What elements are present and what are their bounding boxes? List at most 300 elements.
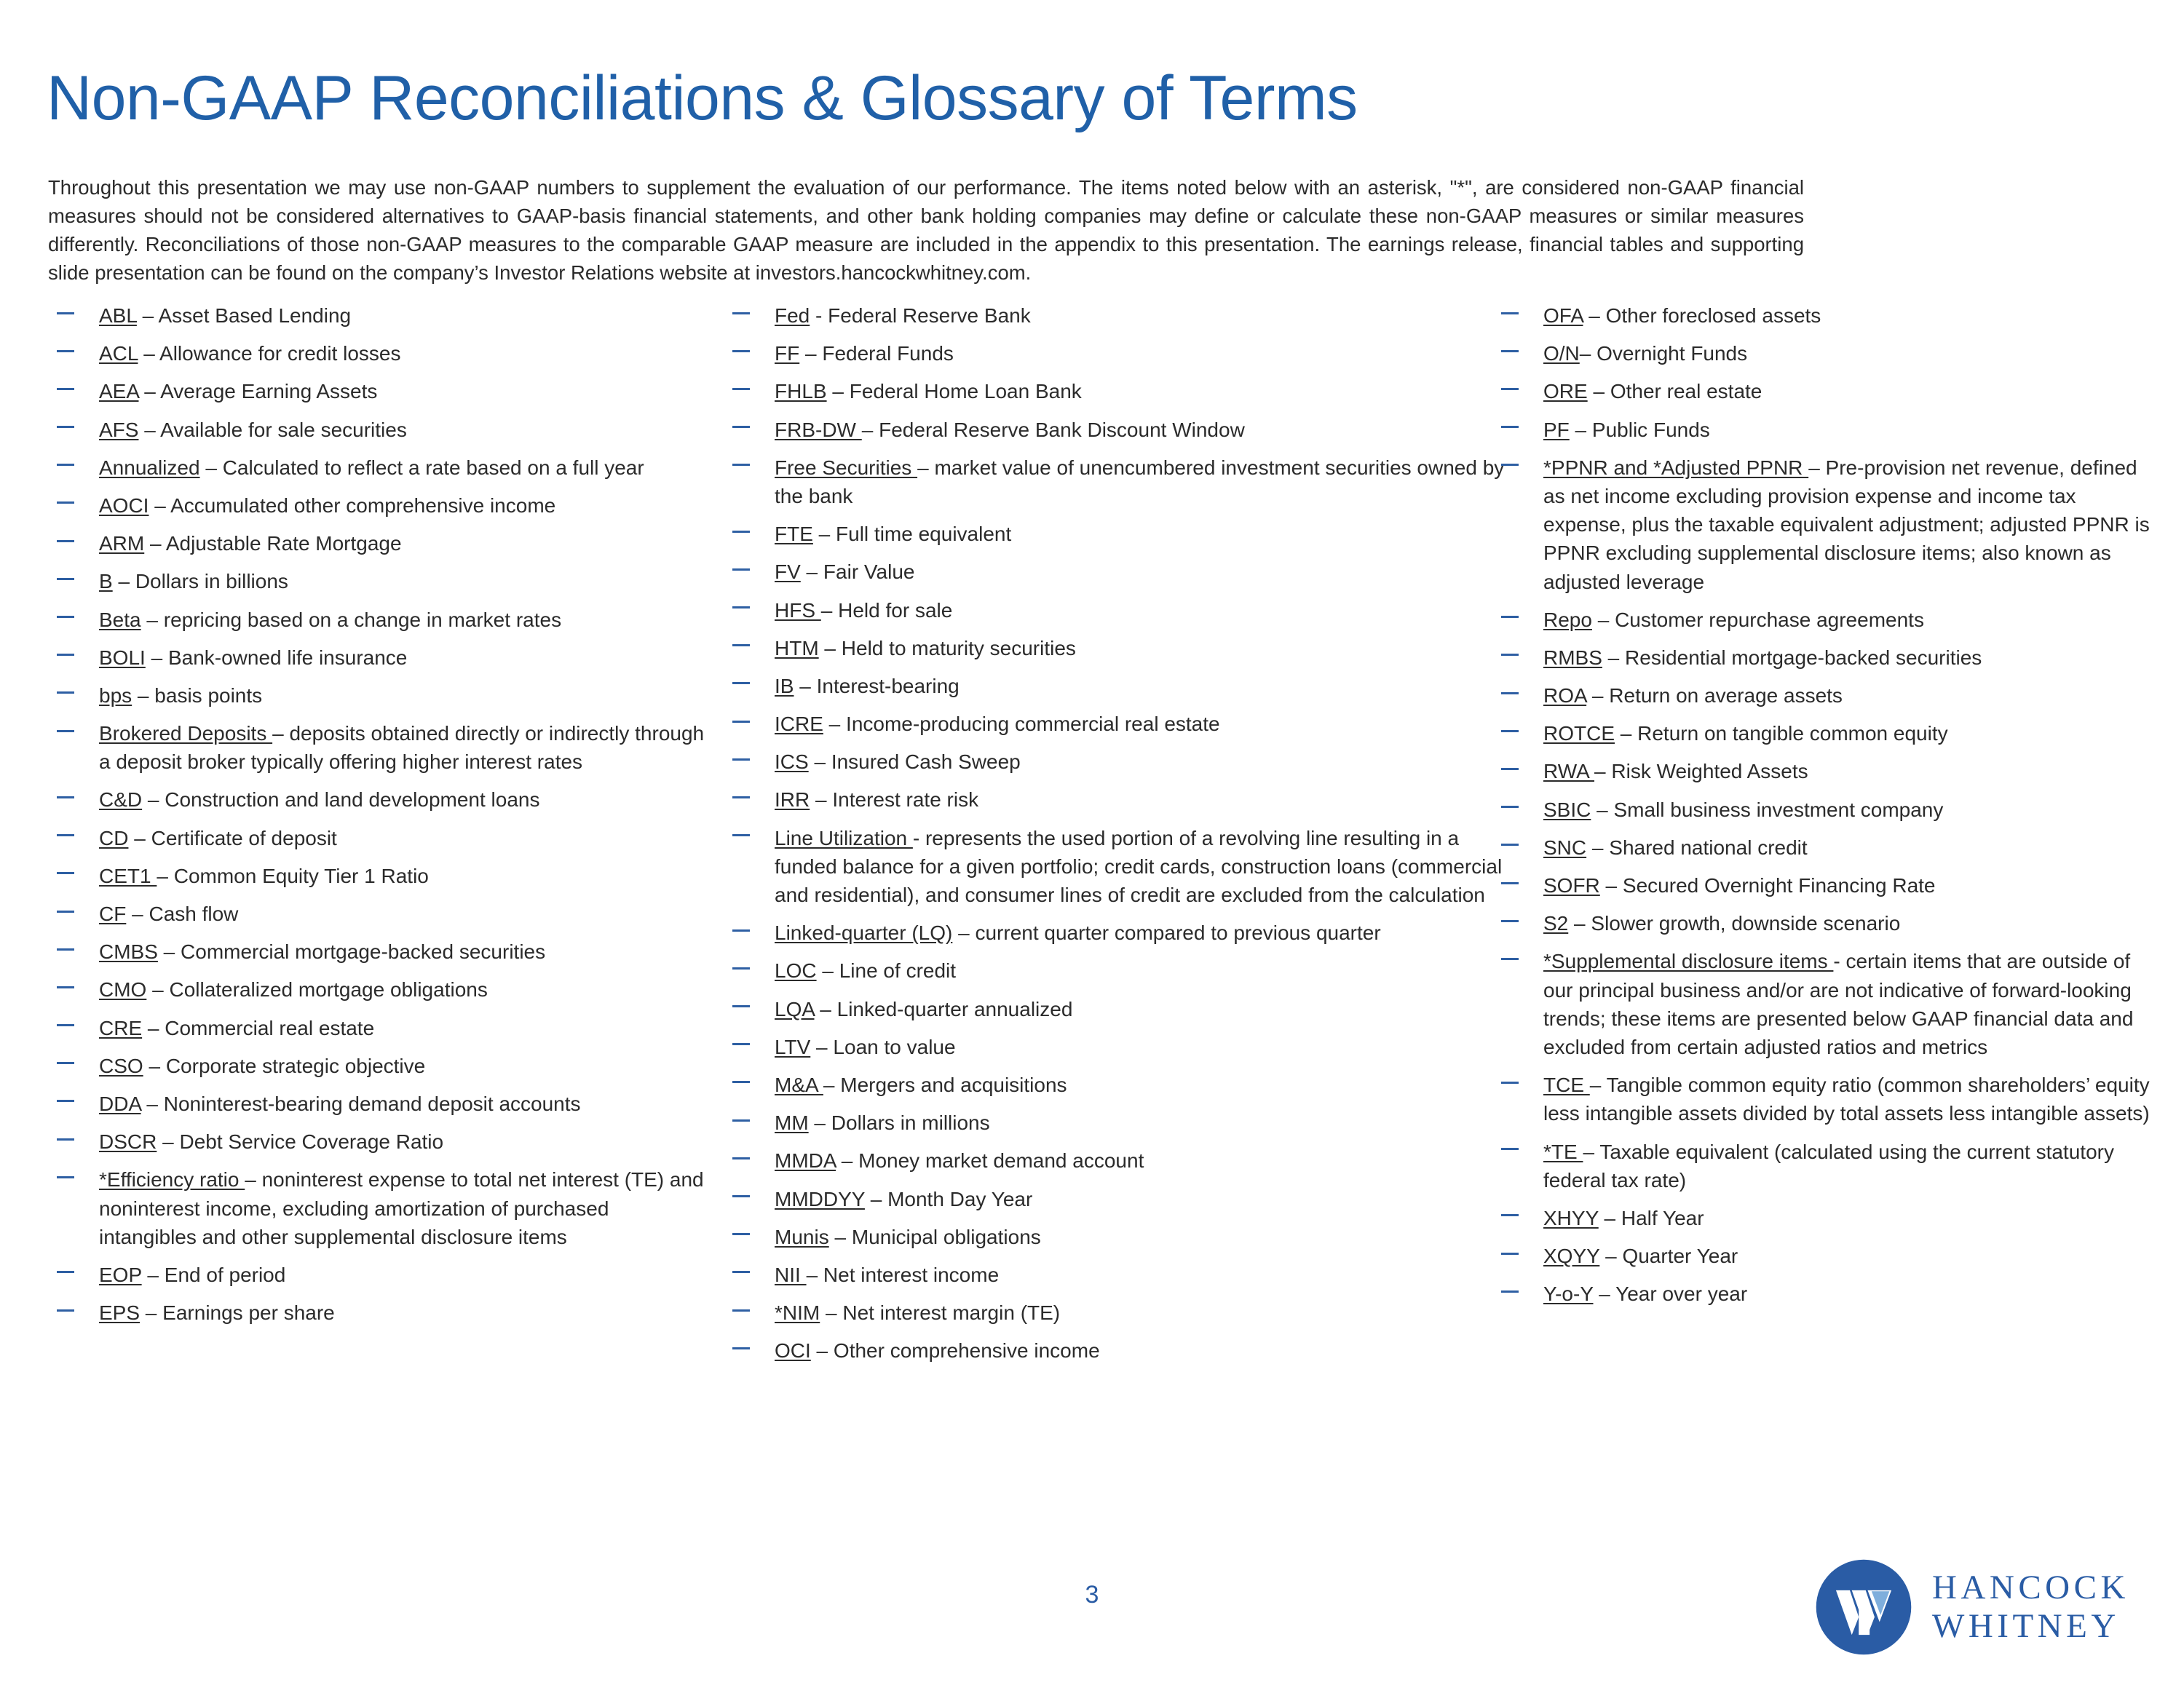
glossary-definition: Small business investment company: [1613, 798, 1944, 821]
glossary-separator: –: [818, 636, 842, 659]
bullet-dash-icon: [57, 834, 74, 836]
glossary-definition: Month Day Year: [887, 1187, 1033, 1210]
glossary-definition: Slower growth, downside scenario: [1591, 912, 1901, 935]
glossary-term: bps: [99, 683, 132, 707]
glossary-term: CMBS: [99, 940, 158, 964]
glossary-term: FRB-DW: [775, 418, 862, 441]
glossary-item: [732, 1261, 1515, 1289]
bullet-dash-icon: [1501, 1082, 1519, 1084]
bullet-dash-icon: [732, 758, 750, 761]
glossary-separator: –: [826, 380, 850, 403]
glossary-definition: Accumulated other comprehensive income: [170, 493, 556, 517]
glossary-item: [57, 377, 712, 405]
glossary-definition: Loan to value: [833, 1035, 956, 1058]
glossary-separator: –: [144, 532, 166, 555]
glossary-term: AEA: [99, 380, 139, 403]
glossary-separator: –: [810, 788, 833, 812]
glossary-definition: Taxable equivalent (calculated using the current statutory federal tax rate): [1543, 1140, 2114, 1192]
bullet-dash-icon: [57, 464, 74, 466]
glossary-definition: Insured Cash Sweep: [831, 750, 1021, 774]
bullet-dash-icon: [732, 606, 750, 608]
glossary-item: [732, 956, 1515, 985]
glossary-item: [1501, 1280, 2156, 1308]
glossary-definition: Secured Overnight Financing Rate: [1622, 874, 1936, 897]
glossary-item: [732, 1071, 1515, 1099]
bullet-dash-icon: [57, 1309, 74, 1312]
glossary-item: [732, 748, 1515, 776]
glossary-item: [1501, 416, 2156, 444]
glossary-term: CET1: [99, 864, 157, 887]
glossary-item: [57, 937, 712, 966]
page-title: Non-GAAP Reconciliations & Glossary of Terms: [47, 63, 1358, 133]
glossary-definition: Residential mortgage-backed securities: [1625, 646, 1982, 669]
page-number: 3: [1085, 1581, 1099, 1609]
bullet-dash-icon: [732, 388, 750, 390]
glossary-item: [732, 1336, 1515, 1365]
bullet-dash-icon: [57, 948, 74, 951]
glossary-separator: –: [142, 788, 165, 812]
glossary-item: [57, 643, 712, 672]
glossary-term: XQYY: [1543, 1245, 1600, 1268]
glossary-item: [57, 1299, 712, 1327]
glossary-term: MM: [775, 1111, 809, 1135]
bullet-dash-icon: [732, 1195, 750, 1197]
glossary-separator: –: [1593, 1282, 1616, 1306]
bullet-dash-icon: [57, 796, 74, 798]
glossary-definition: Return on average assets: [1609, 684, 1843, 707]
glossary-definition: Other foreclosed assets: [1605, 304, 1821, 327]
glossary-term: *Supplemental disclosure items: [1543, 950, 1834, 973]
bullet-dash-icon: [732, 834, 750, 836]
bullet-dash-icon: [1501, 1214, 1519, 1216]
glossary-term: DDA: [99, 1092, 141, 1115]
glossary-term: CSO: [99, 1054, 143, 1077]
glossary-term: TCE: [1543, 1074, 1590, 1097]
glossary-separator: –: [820, 1301, 843, 1325]
glossary-term: C&D: [99, 788, 143, 812]
glossary-separator: –: [1583, 304, 1606, 327]
glossary-definition: Federal Home Loan Bank: [849, 380, 1082, 403]
bullet-dash-icon: [732, 568, 750, 571]
bullet-dash-icon: [1501, 312, 1519, 314]
glossary-separator: –: [1583, 1140, 1600, 1163]
bullet-dash-icon: [57, 1100, 74, 1102]
bullet-dash-icon: [732, 312, 750, 314]
bullet-dash-icon: [1501, 388, 1519, 390]
glossary-item: [732, 1223, 1515, 1251]
glossary-term: LQA: [775, 997, 815, 1020]
bullet-dash-icon: [732, 644, 750, 646]
glossary-separator: –: [828, 1225, 852, 1248]
glossary-definition: Federal Funds: [822, 342, 954, 365]
glossary-term: PF: [1543, 418, 1570, 441]
intro-paragraph: Throughout this presentation we may use non-GAAP numbers to supplement the evaluation of our performance. The items noted below with an asterisk, "*", are considered non-GAAP financial measures should not be considered alternatives to GAAP-basis financial statements, and other bank holding companies may define or calculate these non-GAAP measures or similar measures differently. Reconciliations of those non-GAAP measures to the comparable GAAP measure are included in the appendix to this presentation. The earnings release, financial tables and supporting slide presentation can be found on the company’s Investor Relations website at investors.hancockwhitney.com.: [48, 176, 1804, 285]
glossary-item: [732, 1299, 1515, 1327]
bullet-dash-icon: [732, 796, 750, 798]
glossary-definition: Interest rate risk: [832, 788, 979, 812]
bullet-dash-icon: [57, 1062, 74, 1064]
glossary-separator: –: [143, 1054, 166, 1077]
glossary-item: [57, 862, 712, 890]
glossary-definition: Earnings per share: [162, 1301, 335, 1325]
glossary-definition: Cash flow: [149, 903, 239, 925]
glossary-item: [57, 453, 712, 482]
glossary-item: [732, 558, 1515, 586]
glossary-separator: –: [141, 1263, 165, 1286]
glossary-term: RWA: [1543, 760, 1595, 783]
glossary-separator: –: [149, 493, 171, 517]
bullet-dash-icon: [732, 721, 750, 723]
bullet-dash-icon: [732, 1119, 750, 1122]
glossary-definition: Debt Service Coverage Ratio: [179, 1130, 444, 1154]
glossary-item: [1501, 1204, 2156, 1232]
glossary-item: [57, 567, 712, 595]
glossary-item: [57, 1261, 712, 1289]
glossary-term: Free Securities: [775, 456, 918, 479]
glossary-item: [732, 520, 1515, 548]
glossary-term: ORE: [1543, 380, 1588, 403]
glossary-term: XHYY: [1543, 1206, 1599, 1229]
glossary-definition: repricing based on a change in market rates: [163, 608, 562, 631]
bullet-dash-icon: [57, 1138, 74, 1141]
glossary-definition: market value of unencumbered investment securities owned by the bank: [775, 456, 1505, 507]
glossary-item: [732, 596, 1515, 625]
glossary-item: [57, 681, 712, 710]
glossary-item: [1501, 377, 2156, 405]
bullet-dash-icon: [732, 531, 750, 533]
glossary-term: *NIM: [775, 1301, 820, 1325]
glossary-term: *Efficiency ratio: [99, 1168, 245, 1192]
glossary-term: SNC: [1543, 836, 1587, 859]
glossary-separator: –: [823, 713, 847, 736]
glossary-separator: –: [128, 826, 151, 849]
glossary-separator: –: [1591, 798, 1614, 821]
hancock-whitney-w-mark-icon: [1814, 1558, 1913, 1657]
glossary-item: [732, 1185, 1515, 1213]
glossary-item: [1501, 1242, 2156, 1270]
glossary-term: O/N: [1543, 342, 1580, 365]
glossary-column-3: [1501, 301, 2156, 1317]
glossary-item: [1501, 947, 2156, 1061]
bullet-dash-icon: [57, 501, 74, 504]
glossary-definition: basis points: [154, 683, 263, 707]
glossary-term: M&A: [775, 1073, 823, 1096]
bullet-dash-icon: [57, 1024, 74, 1026]
glossary-separator: –: [1808, 456, 1826, 479]
glossary-term: FV: [775, 560, 801, 584]
glossary-separator: –: [1598, 1206, 1621, 1229]
glossary-definition: Year over year: [1615, 1282, 1748, 1306]
glossary-term: AFS: [99, 418, 139, 441]
glossary-separator: –: [1586, 836, 1610, 859]
bullet-dash-icon: [57, 872, 74, 874]
bullet-dash-icon: [57, 1271, 74, 1273]
glossary-item: [57, 301, 712, 330]
glossary-columns: [0, 301, 2184, 1539]
bullet-dash-icon: [1501, 616, 1519, 618]
glossary-column-2: [732, 301, 1515, 1374]
glossary-separator: –: [1615, 722, 1638, 745]
glossary-term: AOCI: [99, 493, 149, 517]
glossary-definition: Net interest margin (TE): [842, 1301, 1061, 1325]
glossary-item: [57, 824, 712, 852]
glossary-definition: Public Funds: [1591, 418, 1710, 441]
glossary-term: NII: [775, 1263, 807, 1286]
bullet-dash-icon: [1501, 882, 1519, 884]
glossary-item: [1501, 453, 2156, 596]
glossary-term: FF: [775, 342, 800, 365]
bullet-dash-icon: [732, 1043, 750, 1045]
glossary-term: B: [99, 570, 113, 593]
glossary-item: [732, 824, 1515, 910]
glossary-term: ACL: [99, 342, 138, 365]
bullet-dash-icon: [57, 911, 74, 913]
bullet-dash-icon: [57, 350, 74, 352]
glossary-separator: –: [1599, 874, 1623, 897]
glossary-definition: Fair Value: [823, 560, 915, 584]
glossary-separator: –: [140, 1301, 163, 1325]
glossary-item: [57, 606, 712, 634]
bullet-dash-icon: [1501, 844, 1519, 846]
bullet-dash-icon: [732, 1309, 750, 1312]
logo-wordmark: [1932, 1569, 2129, 1646]
bullet-dash-icon: [732, 1271, 750, 1273]
glossary-term: EOP: [99, 1263, 142, 1286]
hancock-whitney-logo: [1814, 1549, 2156, 1665]
glossary-definition: Bank-owned life insurance: [167, 646, 408, 669]
logo-line-hancock: HANCOCK: [1932, 1568, 2129, 1606]
glossary-item: [732, 1109, 1515, 1137]
bullet-dash-icon: [1501, 806, 1519, 808]
glossary-separator: –: [157, 940, 181, 964]
glossary-separator: –: [157, 864, 174, 887]
glossary-separator: –: [810, 1339, 834, 1363]
glossary-item: [57, 900, 712, 928]
glossary-definition: Income-producing commercial real estate: [846, 713, 1220, 736]
glossary-separator: -: [912, 826, 925, 849]
glossary-item: [732, 301, 1515, 330]
glossary-item: [57, 1165, 712, 1251]
glossary-definition: Customer repurchase agreements: [1615, 608, 1924, 631]
glossary-separator: –: [1602, 646, 1626, 669]
glossary-definition: Interest-bearing: [816, 674, 960, 697]
bullet-dash-icon: [732, 1233, 750, 1235]
glossary-separator: –: [1569, 418, 1592, 441]
bullet-dash-icon: [1501, 1290, 1519, 1293]
glossary-definition: Quarter Year: [1622, 1245, 1738, 1268]
glossary-term: Beta: [99, 608, 141, 631]
glossary-definition: noninterest expense to total net interest (TE) and noninterest income, excluding amortization of purchased intangibles and other supplemental disclosure items: [99, 1168, 704, 1248]
bullet-dash-icon: [57, 986, 74, 988]
glossary-definition: Dollars in billions: [135, 570, 288, 593]
glossary-definition: Held to maturity securities: [841, 636, 1076, 659]
glossary-term: Munis: [775, 1225, 829, 1248]
glossary-term: BOLI: [99, 646, 146, 669]
glossary-term: CF: [99, 903, 127, 925]
glossary-item: [57, 719, 712, 776]
bullet-dash-icon: [57, 540, 74, 542]
bullet-dash-icon: [1501, 464, 1519, 466]
glossary-definition: certain items that are outside of our principal business and/or are not indicative of forward-looking trends; these items are presented below GAAP financial data and excluded from certain adjusted ratios and metrics: [1543, 950, 2134, 1058]
glossary-term: ROA: [1543, 684, 1587, 707]
glossary-separator: –: [141, 1092, 164, 1115]
glossary-separator: –: [138, 418, 161, 441]
glossary-definition: current quarter compared to previous quarter: [975, 921, 1381, 945]
glossary-item: [57, 975, 712, 1004]
bullet-dash-icon: [1501, 426, 1519, 428]
glossary-term: DSCR: [99, 1130, 157, 1154]
glossary-item: [57, 1052, 712, 1080]
bullet-dash-icon: [732, 682, 750, 684]
glossary-item: [732, 1033, 1515, 1061]
glossary-separator: –: [141, 608, 164, 631]
glossary-item: [732, 919, 1515, 947]
glossary-definition: Commercial real estate: [165, 1016, 375, 1039]
glossary-item: [57, 785, 712, 814]
bullet-dash-icon: [1501, 768, 1519, 770]
glossary-definition: Federal Reserve Bank Discount Window: [879, 418, 1245, 441]
glossary-separator: –: [145, 646, 168, 669]
glossary-definition: Shared national credit: [1609, 836, 1808, 859]
glossary-separator: –: [1591, 608, 1615, 631]
glossary-definition: Collateralized mortgage obligations: [169, 978, 488, 1002]
glossary-term: LOC: [775, 959, 817, 983]
glossary-separator: –: [952, 921, 976, 945]
glossary-definition: Common Equity Tier 1 Ratio: [173, 864, 429, 887]
glossary-definition: Mergers and acquisitions: [840, 1073, 1067, 1096]
glossary-item: [1501, 796, 2156, 824]
glossary-definition: Average Earning Assets: [160, 380, 378, 403]
glossary-definition: End of period: [164, 1263, 286, 1286]
glossary-term: Repo: [1543, 608, 1592, 631]
glossary-term: ABL: [99, 304, 137, 327]
glossary-term: Line Utilization: [775, 826, 913, 849]
bullet-dash-icon: [57, 312, 74, 314]
glossary-separator: –: [820, 598, 839, 622]
glossary-definition: Asset Based Lending: [158, 304, 352, 327]
glossary-item: [732, 416, 1515, 444]
glossary-definition: Other real estate: [1610, 380, 1762, 403]
glossary-term: Brokered Deposits: [99, 722, 273, 745]
glossary-item: [732, 785, 1515, 814]
glossary-term: S2: [1543, 912, 1569, 935]
bullet-dash-icon: [732, 1005, 750, 1007]
glossary-term: LTV: [775, 1035, 811, 1058]
bullet-dash-icon: [57, 426, 74, 428]
glossary-item: [1501, 301, 2156, 330]
glossary-definition: Dollars in millions: [831, 1111, 990, 1135]
glossary-definition: Full time equivalent: [836, 523, 1012, 546]
glossary-term: SBIC: [1543, 798, 1591, 821]
glossary-separator: –: [812, 523, 836, 546]
bullet-dash-icon: [732, 929, 750, 932]
bullet-dash-icon: [57, 388, 74, 390]
glossary-term: OCI: [775, 1339, 811, 1363]
glossary-definition: Allowance for credit losses: [159, 342, 401, 365]
glossary-definition: deposits obtained directly or indirectly through a deposit broker typically offering higher interest rates: [99, 722, 705, 774]
glossary-separator: –: [861, 418, 879, 441]
glossary-separator: –: [799, 342, 823, 365]
glossary-term: FTE: [775, 523, 813, 546]
bullet-dash-icon: [732, 350, 750, 352]
glossary-item: [732, 377, 1515, 405]
glossary-term: SOFR: [1543, 874, 1600, 897]
glossary-term: OFA: [1543, 304, 1583, 327]
bullet-dash-icon: [57, 654, 74, 656]
glossary-separator: -: [1833, 950, 1846, 973]
bullet-dash-icon: [732, 1081, 750, 1083]
bullet-dash-icon: [732, 1157, 750, 1159]
glossary-separator: –: [1587, 380, 1610, 403]
glossary-separator: –: [917, 456, 935, 479]
glossary-separator: –: [199, 456, 223, 479]
glossary-definition: Half Year: [1621, 1206, 1704, 1229]
glossary-term: CMO: [99, 978, 147, 1002]
glossary-definition: Construction and land development loans: [165, 788, 540, 812]
glossary-term: ARM: [99, 532, 145, 555]
glossary-item: [1501, 1138, 2156, 1194]
glossary-item: [57, 1127, 712, 1156]
glossary-definition: Calculated to reflect a rate based on a full year: [222, 456, 644, 479]
glossary-term: IRR: [775, 788, 810, 812]
glossary-definition: Other comprehensive income: [833, 1339, 1100, 1363]
glossary-definition: Municipal obligations: [851, 1225, 1041, 1248]
glossary-separator: –: [126, 903, 149, 925]
glossary-separator: –: [794, 674, 817, 697]
glossary-definition: Money market demand account: [858, 1149, 1144, 1173]
glossary-item: [1501, 339, 2156, 368]
glossary-term: ROTCE: [1543, 722, 1615, 745]
glossary-definition: Corporate strategic objective: [165, 1054, 426, 1077]
glossary-term: MMDA: [775, 1149, 836, 1173]
bullet-dash-icon: [732, 426, 750, 428]
glossary-separator: –: [814, 997, 837, 1020]
glossary-separator: –: [808, 1111, 831, 1135]
glossary-definition: Noninterest-bearing demand deposit accounts: [163, 1092, 581, 1115]
glossary-term: Annualized: [99, 456, 200, 479]
glossary-separator: –: [836, 1149, 859, 1173]
glossary-definition: Return on tangible common equity: [1637, 722, 1948, 745]
glossary-item: [1501, 719, 2156, 748]
glossary-separator: –: [146, 978, 170, 1002]
bullet-dash-icon: [57, 1176, 74, 1178]
bullet-dash-icon: [57, 578, 74, 580]
bullet-dash-icon: [57, 730, 74, 732]
glossary-separator: –: [112, 570, 135, 593]
glossary-separator: –: [157, 1130, 180, 1154]
glossary-item: [57, 529, 712, 558]
bullet-dash-icon: [1501, 350, 1519, 352]
glossary-separator: –: [1568, 912, 1591, 935]
glossary-term: *TE: [1543, 1140, 1583, 1163]
glossary-definition: Held for sale: [838, 598, 953, 622]
glossary-definition: Certificate of deposit: [151, 826, 337, 849]
glossary-term: HFS: [775, 598, 821, 622]
glossary-item: [732, 672, 1515, 700]
glossary-term: Fed: [775, 304, 810, 327]
glossary-separator: –: [1594, 760, 1612, 783]
glossary-definition: represents the used portion of a revolving line resulting in a funded balance for a given portfolio; credit cards, construction loans (commercial and residential), and consumer lines of credit are excluded from the calculation: [775, 826, 1503, 906]
bullet-dash-icon: [57, 691, 74, 694]
glossary-item: [1501, 833, 2156, 862]
glossary-item: [57, 339, 712, 368]
glossary-definition: Net interest income: [823, 1263, 1000, 1286]
glossary-term: Y-o-Y: [1543, 1282, 1594, 1306]
glossary-item: [1501, 757, 2156, 785]
glossary-item: [1501, 871, 2156, 900]
glossary-item: [732, 710, 1515, 738]
glossary-definition: Linked-quarter annualized: [836, 997, 1073, 1020]
